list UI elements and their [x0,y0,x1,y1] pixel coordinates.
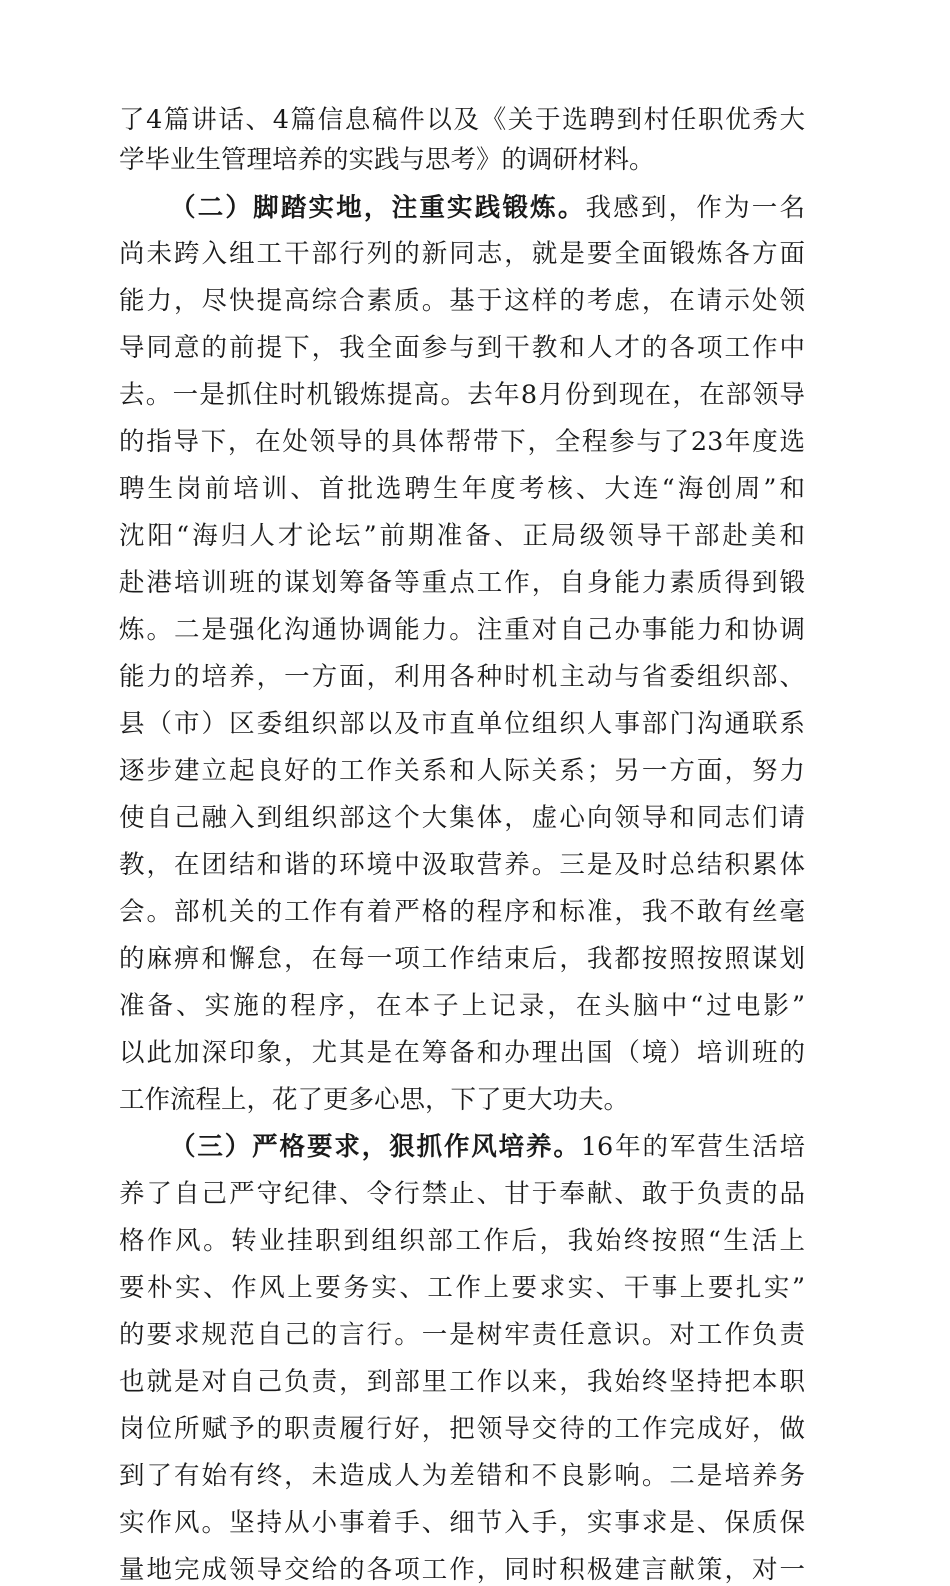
text-line: 了4篇讲话、4篇信息稿件以及《关于选聘到村任职优秀大 [119,105,805,135]
text-line: 逐步建立起良好的工作关系和人际关系；另一方面，努力 [119,756,805,786]
text-line: 养了自己严守纪律、令行禁止、甘于奉献、敢于负责的品 [119,1179,805,1209]
text-line: 能力的培养，一方面，利用各种时机主动与省委组织部、 [119,662,805,692]
text-line: 也就是对自己负责，到部里工作以来，我始终坚持把本职 [119,1367,805,1397]
text-line: 县（市）区委组织部以及市直单位组织人事部门沟通联系 [119,709,805,739]
section-heading-line: （三）严格要求，狠抓作风培养。16年的军营生活培 [170,1132,805,1162]
text-line: 工作流程上，花了更多心思，下了更大功夫。 [119,1085,630,1115]
text-line: 炼。二是强化沟通协调能力。注重对自己办事能力和协调 [119,615,805,645]
text-line: 使自己融入到组织部这个大集体，虚心向领导和同志们请 [119,803,805,833]
text-line: 以此加深印象，尤其是在筹备和办理出国（境）培训班的 [119,1038,805,1068]
text-line: 会。部机关的工作有着严格的程序和标准，我不敢有丝毫 [119,897,805,927]
text-line: 到了有始有终，未造成人为差错和不良影响。二是培养务 [119,1461,805,1491]
text-line: 的要求规范自己的言行。一是树牢责任意识。对工作负责 [119,1320,805,1350]
text-line: 格作风。转业挂职到组织部工作后，我始终按照“生活上 [119,1226,805,1256]
text-line: 岗位所赋予的职责履行好，把领导交待的工作完成好，做 [119,1414,805,1444]
text-line: 实作风。坚持从小事着手、细节入手，实事求是、保质保 [119,1508,805,1538]
text-line: 准备、实施的程序，在本子上记录，在头脑中“过电影” [119,991,805,1021]
text-line: 的指导下，在处领导的具体帮带下，全程参与了23年度选 [119,427,805,457]
text-line: 量地完成领导交给的各项工作，同时积极建言献策，对一 [119,1555,805,1585]
section-heading: （二）脚踏实地，注重实践锻炼。 [170,193,586,223]
text-line: 导同意的前提下，我全面参与到干教和人才的各项工作中 [119,333,805,363]
text-line: 要朴实、作风上要务实、工作上要求实、干事上要扎实” [119,1273,805,1303]
text-line: 的麻痹和懈怠，在每一项工作结束后，我都按照按照谋划 [119,944,805,974]
text-line: 教，在团结和谐的环境中汲取营养。三是及时总结积累体 [119,850,805,880]
text-line: 尚未跨入组工干部行列的新同志，就是要全面锻炼各方面 [119,239,805,269]
text-line: 学毕业生管理培养的实践与思考》的调研材料。 [119,145,655,175]
text-line: 赴港培训班的谋划筹备等重点工作，自身能力素质得到锻 [119,568,805,598]
text-line: 沈阳“海归人才论坛”前期准备、正局级领导干部赴美和 [119,521,805,551]
text-line: 聘生岗前培训、首批选聘生年度考核、大连“海创周”和 [119,474,805,504]
section-heading-line: （二）脚踏实地，注重实践锻炼。我感到，作为一名 [170,193,805,223]
text-line: 能力，尽快提高综合素质。基于这样的考虑，在请示处领 [119,286,805,316]
text-line: 去。一是抓住时机锻炼提高。去年8月份到现在，在部领导 [119,380,805,410]
section-heading: （三）严格要求，狠抓作风培养。 [170,1132,581,1162]
